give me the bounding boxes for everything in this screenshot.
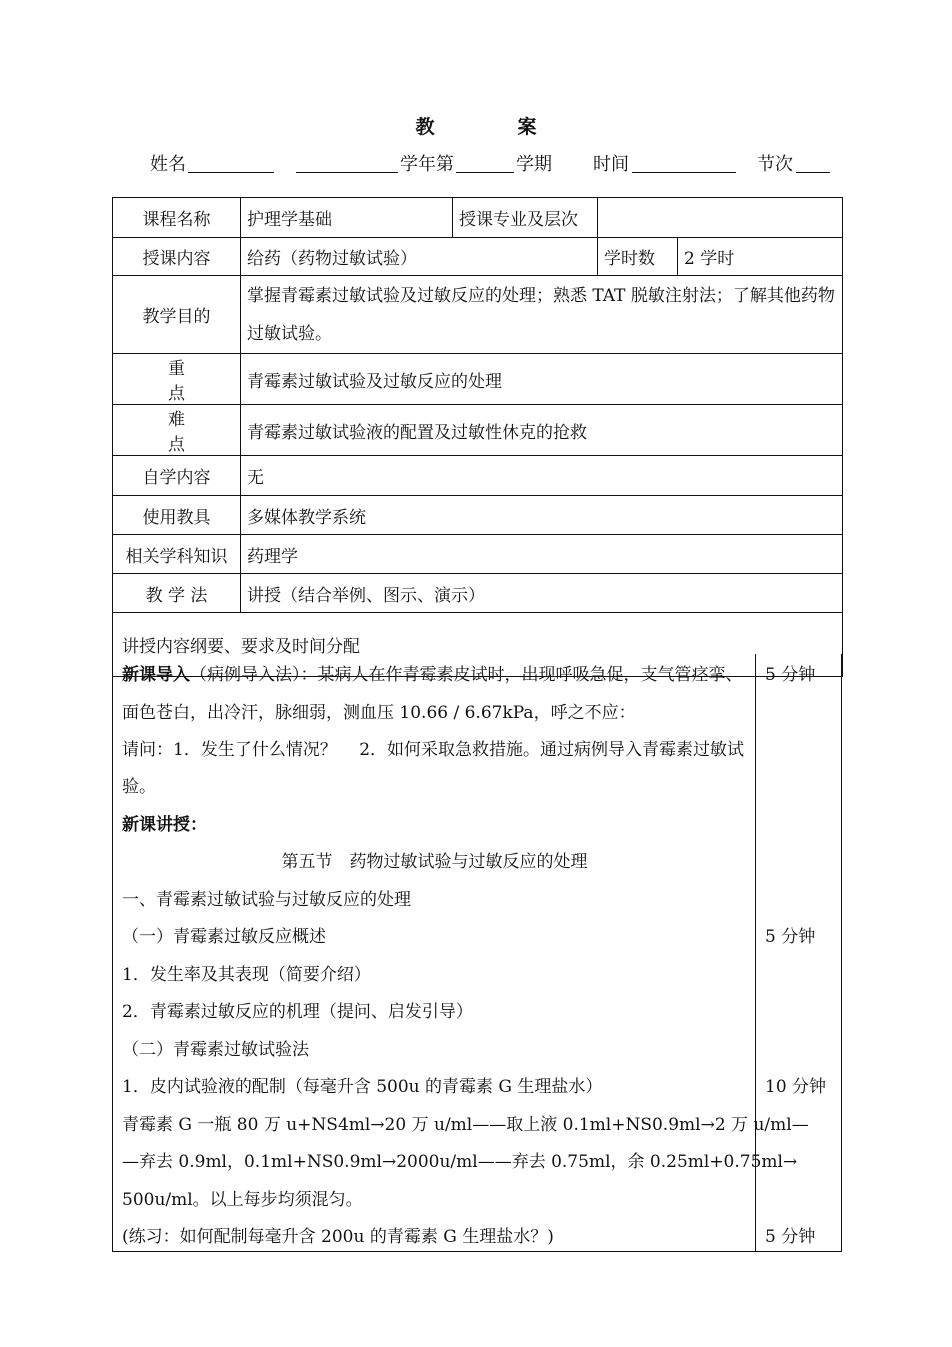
key-label: 重 点	[113, 354, 241, 405]
document-title: 教 案	[415, 116, 569, 138]
row-method	[113, 574, 843, 613]
objective-line2: 过敏试验。	[247, 323, 332, 344]
year-label: 学年第	[400, 154, 454, 175]
info-table	[112, 197, 843, 677]
name-label: 姓名	[150, 154, 186, 175]
prep-line2: —弃去 0.9ml，0.1ml+NS0.9ml→2000u/ml——弃去 0.75ml，余 0.25ml+0.75ml→	[122, 1152, 798, 1172]
major-label: 授课专业及层次	[453, 198, 598, 238]
time-blank	[632, 150, 736, 173]
content-value: 给药（药物过敏试验）	[241, 238, 598, 276]
item-1: 1．发生率及其表现（简要介绍）	[122, 965, 371, 985]
intro-line2: 面色苍白，出冷汗，脉细弱，测血压 10.66 / 6.67kPa，呼之不应：	[122, 703, 636, 723]
outline-label: 讲授内容纲要、要求及时间分配	[113, 613, 843, 677]
difficult-value: 青霉素过敏试验液的配置及过敏性休克的抢救	[241, 405, 843, 456]
term-label: 学期	[516, 154, 552, 175]
heading-1-1: （一）青霉素过敏反应概述	[122, 927, 326, 947]
row-objective	[113, 276, 843, 354]
course-name-label: 课程名称	[113, 198, 241, 238]
year-blank	[296, 150, 398, 173]
intro-line4: 验。	[122, 777, 156, 797]
hours-value: 2 学时	[678, 238, 843, 276]
row-key-point	[113, 354, 843, 405]
prep-line3: 500u/ml。以上每步均须混匀。	[122, 1190, 363, 1210]
lecture-content-box	[112, 654, 842, 1252]
tools-value: 多媒体教学系统	[241, 496, 843, 535]
info-table-wrapper	[112, 197, 842, 677]
session-label: 节次	[757, 154, 793, 175]
content-label: 授课内容	[113, 238, 241, 276]
time-2: 5 分钟	[765, 927, 816, 947]
difficult-label: 难 点	[113, 405, 241, 456]
intro-line1	[122, 660, 752, 685]
objective-line1: 掌握青霉素过敏试验及过敏反应的处理；熟悉 TAT 脱敏注射法；了解其他药物	[247, 285, 835, 306]
major-value	[598, 198, 843, 238]
time-label: 时间	[593, 154, 629, 175]
related-value: 药理学	[241, 535, 843, 574]
related-label: 相关学科知识	[113, 535, 241, 574]
exercise-line: (练习：如何配制每毫升含 200u 的青霉素 G 生理盐水？)	[122, 1227, 554, 1247]
item-3: 1．皮内试验液的配制（每毫升含 500u 的青霉素 G 生理盐水）	[122, 1077, 603, 1097]
item-2: 2．青霉素过敏反应的机理（提问、启发引导）	[122, 1002, 473, 1022]
row-course-name	[113, 198, 843, 238]
row-self-study	[113, 456, 843, 496]
new-lecture-label: 新课讲授：	[122, 815, 207, 835]
row-difficult-point	[113, 405, 843, 456]
heading-1: 一、青霉素过敏试验与过敏反应的处理	[122, 890, 411, 910]
self-study-label: 自学内容	[113, 456, 241, 496]
row-tools	[113, 496, 843, 535]
prep-line1: 青霉素 G 一瓶 80 万 u+NS4ml→20 万 u/ml——取上液 0.1ml+NS0.9ml→2 万 u/ml—	[122, 1115, 809, 1135]
time-column	[756, 654, 842, 1251]
heading-1-2: （二）青霉素过敏试验法	[122, 1040, 309, 1060]
self-study-value: 无	[241, 456, 843, 496]
time-4: 5 分钟	[765, 1227, 816, 1247]
key-value: 青霉素过敏试验及过敏反应的处理	[241, 354, 843, 405]
row-content	[113, 238, 843, 276]
row-related	[113, 535, 843, 574]
time-3: 10 分钟	[765, 1077, 827, 1097]
intro-line1-text: （病例导入法）：某病人在作青霉素皮试时，出现呼吸急促，支气管痉挛、	[190, 665, 743, 685]
time-1: 5 分钟	[765, 665, 816, 685]
section-title: 第五节 药物过敏试验与过敏反应的处理	[281, 852, 588, 872]
objective-label: 教学目的	[113, 276, 241, 354]
method-label: 教 学 法	[113, 574, 241, 613]
term-blank	[456, 150, 514, 173]
tools-label: 使用教具	[113, 496, 241, 535]
course-name-value: 护理学基础	[241, 198, 453, 238]
method-value: 讲授（结合举例、图示、演示）	[241, 574, 843, 613]
header-info-line	[150, 150, 850, 180]
hours-label: 学时数	[598, 238, 678, 276]
session-blank	[796, 150, 830, 173]
name-blank	[188, 150, 274, 173]
objective-value	[241, 276, 843, 354]
intro-line3: 请问：1．发生了什么情况？ 2．如何采取急救措施。通过病例导入青霉素过敏试	[122, 740, 745, 760]
intro-bold: 新课导入	[122, 665, 190, 685]
